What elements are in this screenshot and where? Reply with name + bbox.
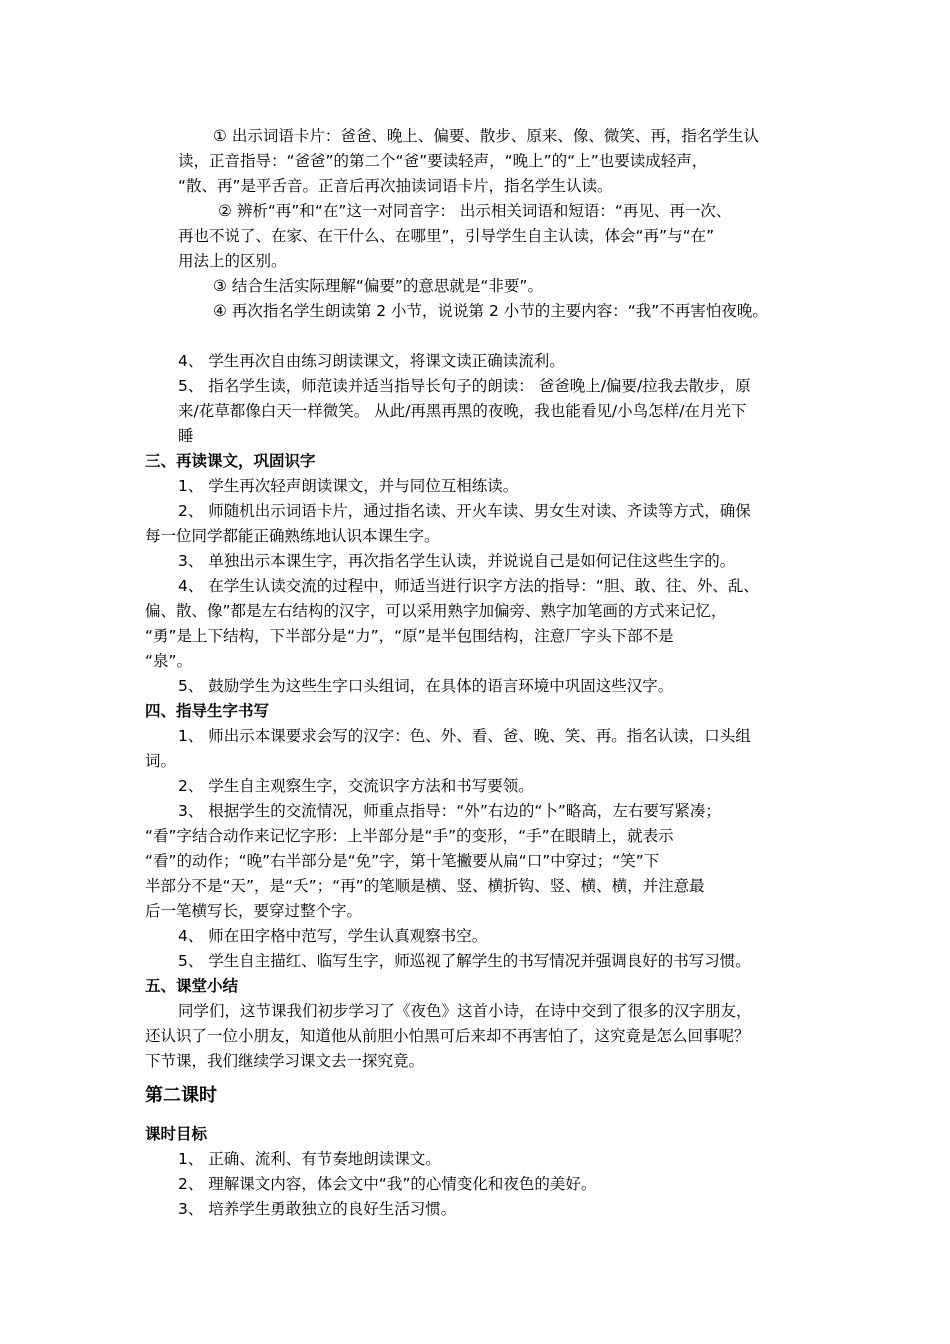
step-2-line-3: 用法上的区别。 [178,252,287,270]
s3-item-3: 3、 单独出示本课生字，再次指名学生认读，并说说自己是如何记住这些生字的。 [178,552,736,570]
s3-item-5: 5、 鼓励学生为这些生字口头组词，在具体的语言环境中巩固这些汉字。 [178,677,674,695]
summary-line-3: 下节课，我们继续学习课文去一探究竟。 [145,1052,425,1070]
s3-item-2-line-1: 2、 师随机出示词语卡片，通过指名读、开火车读、男女生对读、齐读等方式，确保 [178,502,751,520]
goal-1: 1、 正确、流利、有节奏地朗读课文。 [178,1150,441,1168]
goal-3: 3、 培养学生勇敢独立的良好生活习惯。 [178,1200,457,1218]
section-4-heading: 四、指导生字书写 [145,702,270,720]
s3-item-4-line-2: 偏、散、像”都是左右结构的汉字，可以采用熟字加偏旁、熟字加笔画的方式来记忆， [145,602,727,620]
lesson-goals-heading: 课时目标 [145,1125,208,1143]
s4-item-1-line-2: 词。 [145,752,177,770]
item-5-line-1: 5、 指名学生读，师范读并适当指导长句子的朗读： 爸爸晚上/偏要/拉我去散步，原 [178,377,751,395]
s3-item-2-line-2: 每一位同学都能正确熟练地认识本课生字。 [145,527,440,545]
section-3-heading: 三、再读课文，巩固识字 [145,452,316,470]
s4-item-3-line-5: 后一笔横写长，要穿过整个字。 [145,902,363,920]
s4-item-3-line-3: “看”的动作；“晚”右半部分是“免”字，第十笔撇要从扁“口”中穿过；“笑”下 [145,852,660,870]
s4-item-2: 2、 学生自主观察生字，交流识字方法和书写要领。 [178,777,534,795]
summary-line-2: 还认识了一位小朋友，知道他从前胆小怕黑可后来却不再害怕了，这究竟是怎么回事呢？ [145,1027,750,1045]
step-2-line-2: 再也不说了、在家、在干什么、在哪里”，引导学生自主认读，体会“再”与“在” [178,227,715,245]
s4-item-1-line-1: 1、 师出示本课要求会写的汉字：色、外、看、爸、晚、笑、再。指名认读，口头组 [178,727,751,745]
s3-item-4-line-1: 4、 在学生认读交流的过程中，师适当进行识字方法的指导：“胆、敢、往、外、乱、 [178,577,759,595]
s3-item-4-line-3: “勇”是上下结构，下半部分是“力”，“原”是半包围结构，注意厂字头下部不是 [145,627,674,645]
step-1-line-3: “散、再”是平舌音。正音后再次抽读词语卡片，指名学生认读。 [178,177,613,195]
s3-item-1: 1、 学生再次轻声朗读课文，并与同位互相练读。 [178,477,519,495]
item-4-line: 4、 学生再次自由练习朗读课文，将课文读正确读流利。 [178,352,565,370]
lesson-2-title: 第二课时 [145,1085,217,1106]
s4-item-4: 4、 师在田字格中范写，学生认真观察书空。 [178,927,488,945]
item-5-line-2: 来/花草都像白天一样微笑。 从此/再黑再黑的夜晚，我也能看见/小鸟怎样/在月光下 [178,402,747,420]
step-1-line-2: 读，正音指导：“爸爸”的第二个“爸”要读轻声，“晚上”的“上”也要读成轻声， [178,152,708,170]
section-5-heading: 五、课堂小结 [145,977,239,995]
s4-item-3-line-2: “看”字结合动作来记忆字形：上半部分是“手”的变形，“手”在眼睛上，就表示 [145,827,674,845]
s4-item-3-line-4: 半部分不是“天”，是“夭”；“再”的笔顺是横、竖、横折钩、竖、横、横，并注意最 [145,877,705,895]
step-3-line: ③ 结合生活实际理解“偏要”的意思就是“非要”。 [213,277,543,295]
goal-2: 2、 理解课文内容，体会文中“我”的心情变化和夜色的美好。 [178,1175,597,1193]
s4-item-3-line-1: 3、 根据学生的交流情况，师重点指导：“外”右边的“卜”略高，左右要写紧凑； [178,802,721,820]
step-2-line-1: ② 辨析“再”和“在”这一对同音字： 出示相关词语和短语：“再见、再一次、 [218,202,732,220]
s4-item-5: 5、 学生自主描红、临写生字，师巡视了解学生的书写情况并强调良好的书写习惯。 [178,952,751,970]
s3-item-4-line-4: “泉”。 [145,652,193,670]
step-1-line-1: ① 出示词语卡片：爸爸、晚上、偏要、散步、原来、像、微笑、再，指名学生认 [213,127,759,145]
step-4-line: ④ 再次指名学生朗读第 2 小节，说说第 2 小节的主要内容：“我”不再害怕夜晚。 [213,302,768,320]
summary-line-1: 同学们，这节课我们初步学习了《夜色》这首小诗，在诗中交到了很多的汉字朋友， [178,1002,752,1020]
item-5-line-3: 睡 [178,427,194,445]
